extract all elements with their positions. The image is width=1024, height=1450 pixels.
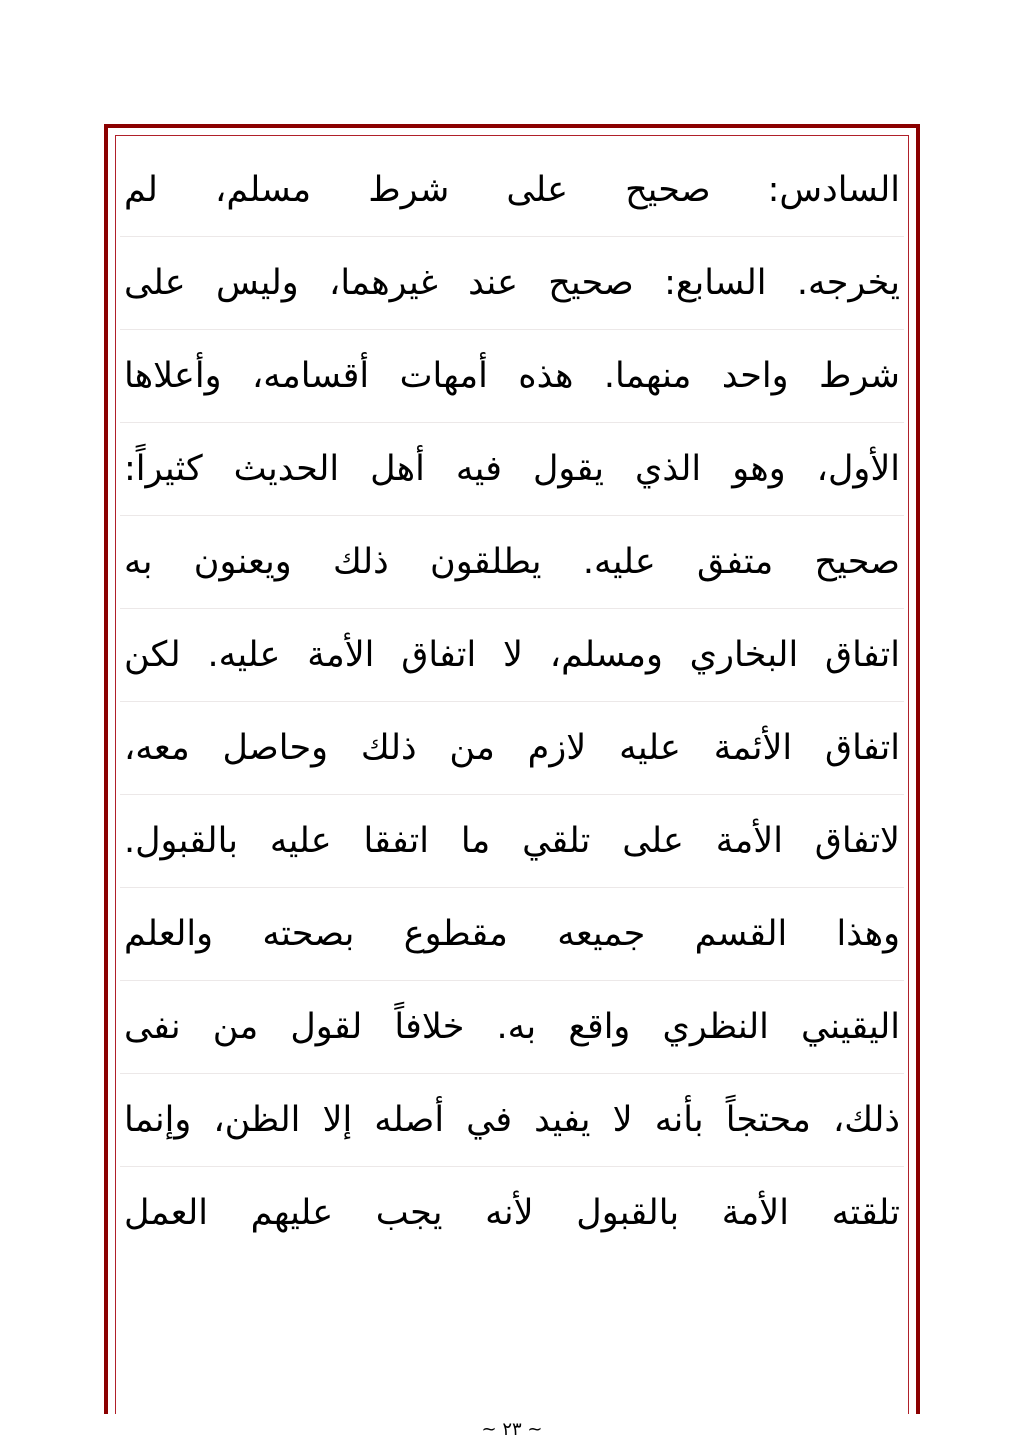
text-line-11: ذلك، محتجاً بأنه لا يفيد في أصله إلا الظن، وإنما [120, 1074, 904, 1167]
text-line-12: تلقته الأمة بالقبول لأنه يجب عليهم العمل [124, 1193, 900, 1233]
text-line-5: صحيح متفق عليه. يطلقون ذلك ويعنون به [120, 516, 904, 609]
text-line-4: الأول، وهو الذي يقول فيه أهل الحديث كثيراً: [120, 423, 904, 516]
page-border-frame [104, 124, 920, 1414]
text-line-2: يخرجه. السابع: صحيح عند غيرهما، وليس على [120, 237, 904, 330]
text-line-7: اتفاق الأئمة عليه لازم من ذلك وحاصل معه، [120, 702, 904, 795]
text-line-9: وهذا القسم جميعه مقطوع بصحته والعلم [120, 888, 904, 981]
text-body [120, 144, 904, 1259]
text-line-10: اليقيني النظري واقع به. خلافاً لقول من نفى [120, 981, 904, 1074]
text-line-1: السادس: صحيح على شرط مسلم، لم [120, 144, 904, 237]
page-number: ~ ٢٣ ~ [481, 1419, 543, 1440]
text-line-6: اتفاق البخاري ومسلم، لا اتفاق الأمة عليه. لكن [120, 609, 904, 702]
text-line-8: لاتفاق الأمة على تلقي ما اتفقا عليه بالقبول. [120, 795, 904, 888]
text-line-3: شرط واحد منهما. هذه أمهات أقسامه، وأعلاها [120, 330, 904, 423]
